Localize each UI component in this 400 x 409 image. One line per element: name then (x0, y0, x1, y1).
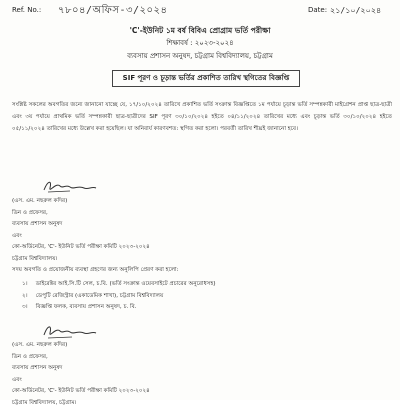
signatory-coordinator: কো-অর্ডিনেটর, 'C'- ইউনিট ভর্তি পরীক্ষা কমিটি ২০২৩-২০২৪ (12, 242, 150, 254)
header-session: শিক্ষাবর্ষ : ২০২৩-২০২৪ (0, 37, 400, 50)
cc-item-text: বিজ্ঞপ্তি ফলক, ব্যবসায় প্রশাসন অনুষদ, চ. বি. (36, 304, 137, 310)
cc-item (22, 279, 216, 291)
ref-label: Ref. No.: (12, 6, 41, 14)
reference-row (12, 2, 390, 20)
signatory-coordinator: কো-অর্ডিনেটর, 'C'- ইউনিট ভর্তি পরীক্ষা কমিটি ২০২৩-২০২৪ (12, 386, 150, 398)
date-label: Date: (308, 6, 327, 14)
signatory-name: (এস. এম. নছরুল কদির) (12, 196, 150, 208)
cc-item (22, 291, 216, 303)
signatory-title: ডিন ও প্রফেসর, (12, 208, 150, 220)
signatory-university: চট্টগ্রাম বিশ্ববিদ্যালয়, চট্টগ্রাম। (12, 398, 150, 409)
cc-title: সদয় অবগতি ও প্রয়োজনীয় ব্যবস্থা গ্রহণের জন্য অনুলিপি প্রেরণ করা হলো: (12, 266, 179, 275)
signatory-faculty: ব্যবসায় প্রশাসন অনুষদ (12, 219, 150, 231)
signatory-and: এবং (12, 375, 150, 387)
date-value: ২১/১০/২০২৪ (330, 5, 381, 18)
notice-title: SIF পূরণ ও চূড়ান্ত ভর্তির প্রকাশিত তারিখ স্থগিতের বিজ্ঞপ্তি (112, 70, 300, 87)
cc-item-text: ডাইরেক্টর আই.সি.টি সেল, চ.বি. (ভর্তি সংক্রান্ত ওয়েবসাইটে প্রচারের অনুরোধসহ) (36, 281, 216, 287)
signatory-and: এবং (12, 231, 150, 243)
cc-item-text: ডেপুটি রেজিস্ট্রার (একাডেমিক শাখা), চট্টগ্রাম বিশ্ববিদ্যালয় (36, 293, 164, 299)
signature-2 (40, 321, 100, 341)
notice-body-paragraph: সংশ্লিষ্ট সকলের অবগতির জন্যে জানানো যাচ্ছে যে, ১৭/১০/২০২৪ তারিখে প্রকাশিত ভর্তি সংক্রান্ত বিজ্ঞপ্তিতে ১ম পর্যায়ে চূড়ান্ত ভর্তি সম্পন্নকারী মাইগ্রেশন প্রাপ্ত ছাত্র-ছাত্রী এবং ৩য় পর্যায়ে প্রাথমিক ভর্তি সম্পন্নকারী ছাত্র-ছাত্রীদের SIF পূরণ ৩০/১০/২০২৪ হইতে ০৪/১১/২০২৪ তারিখের মধ্যে এবং চূড়ান্ত ভর্তি ৩০/১০/২০২৪ হইতে ০৫/১১/২০২৪ তারিখের মধ্যে উল্লেখ করা হয়েছিল। যা অনিবার্য কারণবশত: স্থগিত করা হলো। পরবর্তী তারিখ শীঘ্রই জানানো হবে। (12, 99, 392, 135)
signatory-name: (এস. এম. নছরুল কদির) (12, 340, 150, 352)
signatory-block-2 (12, 340, 150, 409)
signatory-block-1 (12, 196, 150, 265)
signatory-faculty: ব্যবসায় প্রশাসন অনুষদ (12, 363, 150, 375)
signatory-university: চট্টগ্রাম বিশ্ববিদ্যালয়। (12, 254, 150, 266)
cc-item-number: ৩। (22, 302, 34, 314)
signature-1 (40, 176, 100, 196)
ref-number: ৭৮০৪/অফিস-৩/২০২৪ (58, 3, 167, 20)
cc-item (22, 302, 216, 314)
cc-list (22, 279, 216, 314)
cc-item-number: ১। (22, 279, 34, 291)
header-exam-title: 'C'-ইউনিট ১ম বর্ষ বিবিএ প্রোগ্রাম ভর্তি পরীক্ষা (0, 24, 400, 37)
header-faculty: ব্যবসায় প্রশাসন অনুষদ, চট্টগ্রাম বিশ্ববিদ্যালয়, চট্টগ্রাম (0, 50, 400, 63)
signatory-title: ডিন ও প্রফেসর, (12, 352, 150, 364)
cc-item-number: ২। (22, 291, 34, 303)
notice-header (0, 24, 400, 63)
